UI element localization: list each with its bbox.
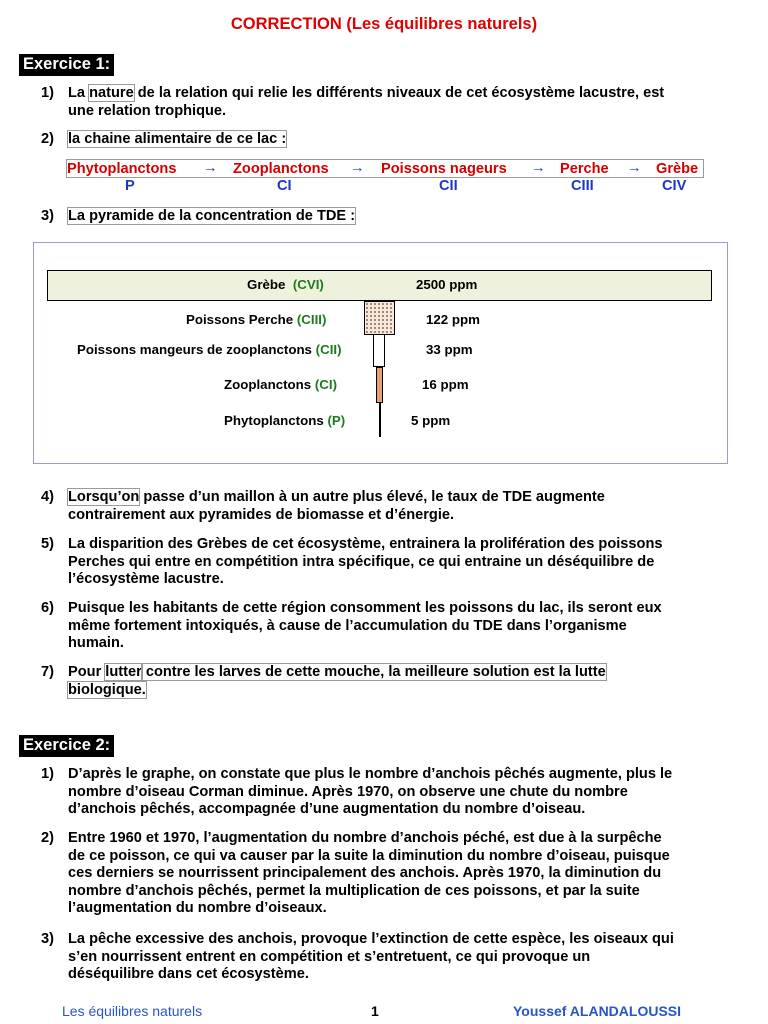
chain-item-name: Poissons nageurs	[381, 161, 507, 177]
level-name: Phytoplanctons	[224, 413, 324, 428]
chain-item-name: Grèbe	[656, 161, 699, 177]
pyramid-value: 33 ppm	[426, 342, 473, 357]
pyramid-bar-phytoplanctons	[379, 403, 381, 437]
chain-item-name: Phytoplanctons	[67, 161, 177, 177]
text: La disparition des Grèbes de cet écosystème, entrainera la prolifération des poissons	[68, 536, 663, 552]
question-number: 7)	[41, 664, 54, 680]
question-number: 5)	[41, 536, 54, 552]
question-number: 2)	[41, 131, 54, 147]
pyramid-bar-perche	[364, 301, 395, 335]
text: déséquilibre dans cet écosystème.	[68, 966, 309, 983]
level-code: (CII)	[315, 342, 342, 357]
text: ces derniers se nourrissent principalement des anchois. Après 1970, la diminution du	[68, 865, 662, 882]
chain-arrow-icon: →	[531, 160, 546, 176]
exercise-2-heading: Exercice 2:	[19, 735, 114, 757]
page-title: CORRECTION (Les équilibres naturels)	[230, 15, 538, 33]
text: même fortement intoxiqués, à cause de l’accumulation du TDE dans l’organisme	[68, 617, 627, 634]
question-text: La pyramide de la concentration de TDE :	[68, 208, 356, 224]
level-name: Grèbe	[247, 277, 286, 292]
text: D’après le graphe, on constate que plus le nombre d’anchois pêchés augmente, plus le	[68, 766, 673, 782]
level-name: Poissons Perche	[186, 312, 294, 327]
text: contrairement aux pyramides de biomasse et d’énergie.	[68, 506, 455, 523]
text: de ce poisson, ce qui va causer par la suite la diminution du nombre d’oiseau, puisque	[68, 847, 670, 864]
chain-item-name: Zooplanctons	[233, 161, 329, 177]
question-number: 2)	[41, 830, 54, 846]
text: d’anchois pêchés, accompagnée d’une augmentation du nombre d’oiseau.	[68, 801, 586, 818]
question-number: 1)	[41, 85, 54, 101]
chain-arrow-icon: →	[627, 160, 642, 176]
chain-item-code: CIV	[662, 178, 687, 194]
text: La	[68, 85, 90, 101]
pyramid-bar-grebe	[47, 270, 712, 301]
text: Perches qui entre en compétition intra spécifique, ce qui entraine un déséquilibre de	[68, 553, 655, 570]
text: s’en nourrissent entrent en compétition et s’entretuent, ce qui provoque un	[68, 948, 591, 965]
chain-item-code: CII	[439, 178, 458, 194]
text: de la relation qui relie les différents niveaux de cet écosystème lacustre, est	[133, 85, 665, 101]
chain-arrow-icon: →	[203, 160, 218, 176]
text: une relation trophique.	[68, 102, 227, 119]
pyramid-value: 5 ppm	[411, 413, 451, 428]
pyramid-bar-poissons-nageurs	[373, 334, 385, 367]
text: passe d’un maillon à un autre plus élevé, le taux de TDE augmente	[139, 489, 605, 505]
footer-author: Youssef ALANDALOUSSI	[513, 1003, 682, 1019]
marked-word: nature	[89, 85, 134, 101]
pyramid-label	[77, 342, 342, 357]
chain-arrow-icon: →	[350, 160, 365, 176]
question-number: 3)	[41, 931, 54, 947]
chain-item-code: CI	[277, 178, 292, 194]
text: Puisque les habitants de cette région consomment les poissons du lac, ils seront eux	[68, 600, 662, 616]
text: nombre d’oiseau Corman diminue. Après 1970, on observe une chute du nombre	[68, 783, 628, 800]
pyramid-value: 2500 ppm	[416, 277, 478, 292]
question-number: 1)	[41, 766, 54, 782]
question-number: 6)	[41, 600, 54, 616]
level-code: (CI)	[314, 377, 338, 392]
question-text: la chaine alimentaire de ce lac :	[68, 131, 287, 147]
marked-word: biologique.	[68, 681, 146, 698]
text: Pour	[68, 664, 106, 680]
level-name: Zooplanctons	[224, 377, 312, 392]
marked-word: lutter	[105, 664, 142, 680]
text: Entre 1960 et 1970, l’augmentation du nombre d’anchois péché, est due à la surpêche	[68, 830, 662, 846]
footer-title: Les équilibres naturels	[62, 1003, 203, 1019]
question-number: 4)	[41, 489, 54, 505]
level-code: (CVI)	[292, 277, 324, 292]
page-number: 1	[371, 1003, 379, 1019]
question-number: 3)	[41, 208, 54, 224]
pyramid-label	[247, 277, 324, 292]
level-code: (CIII)	[296, 312, 327, 327]
pyramid-bar-zooplanctons	[376, 367, 383, 403]
pyramid-value: 122 ppm	[426, 312, 480, 327]
text: La pêche excessive des anchois, provoque l’extinction de cette espèce, les oiseaux qui	[68, 931, 674, 947]
pyramid-label	[224, 413, 345, 428]
text: l’écosystème lacustre.	[68, 571, 224, 588]
text: humain.	[68, 635, 124, 652]
exercise-1-heading: Exercice 1:	[19, 54, 114, 76]
pyramid-label	[186, 312, 326, 327]
chain-item-code: P	[125, 178, 135, 194]
chain-item-name: Perche	[560, 161, 609, 177]
pyramid-label	[224, 377, 337, 392]
pyramid-value: 16 ppm	[422, 377, 469, 392]
chain-item-code: CIII	[571, 178, 594, 194]
level-code: (P)	[327, 413, 346, 428]
text: nombre d’anchois pêchés, permet la multiplication de ces poissons, et par la suite	[68, 882, 640, 899]
marked-text: contre les larves de cette mouche, la meilleure solution est la lutte	[141, 664, 606, 680]
food-chain	[67, 159, 707, 195]
marked-word: Lorsqu’on	[68, 489, 140, 505]
level-name: Poissons mangeurs de zooplanctons	[77, 342, 312, 357]
text: l’augmentation du nombre d’oiseaux.	[68, 900, 327, 917]
